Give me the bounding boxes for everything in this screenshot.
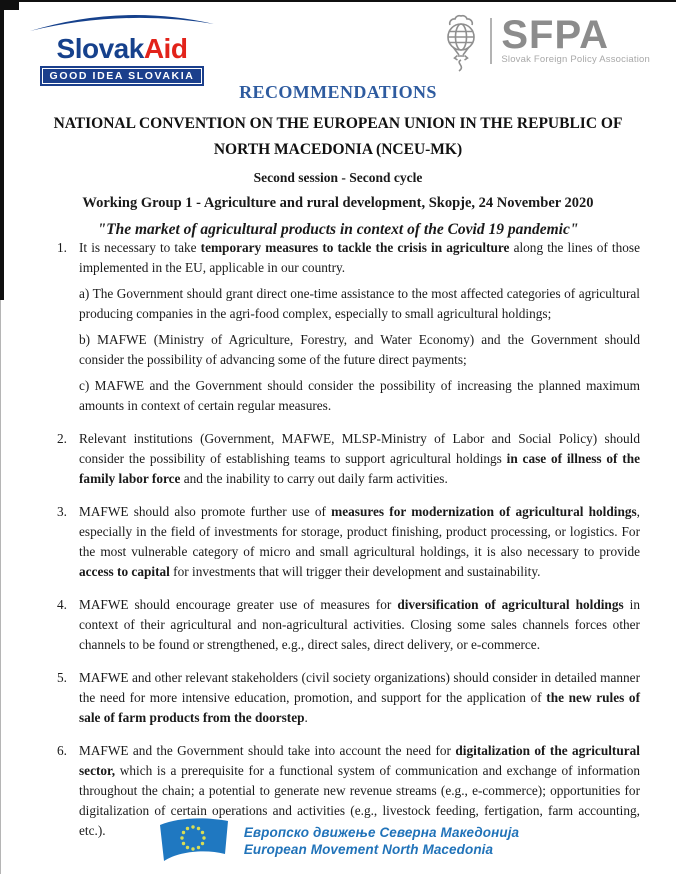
document-headings (0, 82, 676, 239)
sfpa-subtitle: Slovak Foreign Policy Association (501, 54, 650, 65)
list-item-number: 2. (57, 431, 67, 446)
list-item-paragraph: It is necessary to take temporary measures to tackle the crisis in agriculture along the lines of those implemented in the EU, applicable in our country. (79, 240, 640, 275)
list-item-body (79, 668, 640, 734)
list-item (57, 238, 640, 422)
sfpa-text-block (501, 13, 650, 65)
scan-artifact-top-line (0, 0, 676, 2)
list-item (57, 595, 640, 661)
scan-artifact-left-thin-line (0, 300, 1, 874)
list-item-paragraph: b) MAFWE (Ministry of Agriculture, Forestry, and Water Economy) and the Government should consider the possibility of advancing some of the future direct payments; (79, 332, 640, 367)
em-line-en: European Movement North Macedonia (243, 842, 494, 857)
list-item-paragraph: a) The Government should grant direct one-time assistance to the most affected categories of agricultural producing companies in the agri-food complex, especially to small agricultural holdings; (79, 286, 640, 321)
main-title: NATIONAL CONVENTION ON THE EUROPEAN UNION IN THE REPUBLIC OF NORTH MACEDONIA (NCEU-MK) (53, 115, 623, 158)
list-item (57, 502, 640, 588)
list-item-number: 6. (57, 743, 67, 758)
sfpa-logo (441, 8, 650, 72)
recommendations-list (57, 238, 640, 854)
list-item-paragraph: c) MAFWE and the Government should consider the possibility of increasing the planned maximum amounts in context of certain regular measures. (79, 378, 640, 413)
slovakaid-wordmark-slovak: Slovak (56, 33, 144, 64)
list-item (57, 429, 640, 495)
slovakaid-tagline: GOOD IDEA SLOVAKIA (42, 68, 203, 84)
list-item-number: 3. (57, 504, 67, 519)
header (22, 8, 650, 80)
slovakaid-logo (22, 8, 222, 86)
sfpa-divider (490, 18, 492, 64)
working-group-subtitle: Working Group 1 - Agriculture and rural development, Skopje, 24 November 2020 (82, 195, 594, 211)
list-item-number: 5. (57, 670, 67, 685)
slovakaid-wordmark-aid: Aid (143, 33, 188, 64)
sfpa-balloon-globe-icon (441, 10, 481, 72)
session-subtitle: Second session - Second cycle (253, 170, 423, 185)
list-item-paragraph: Relevant institutions (Government, MAFWE, MLSP-Ministry of Labor and Social Policy) should consider the possibility of establishing teams to support agricultural holdings in case of illness of the family labor force and the inability to carry out daily farm activities. (79, 431, 640, 486)
topic-quote: "The market of agricultural products in context of the Covid 19 pandemic" (97, 221, 579, 238)
list-item-body (79, 595, 640, 661)
list-item-body (79, 238, 640, 422)
em-flag-icon (157, 816, 231, 866)
slovakaid-arc-icon (26, 10, 218, 32)
list-item-body (79, 502, 640, 588)
list-item-number: 1. (57, 240, 67, 255)
list-item-body (79, 429, 640, 495)
recommendations-heading: RECOMMENDATIONS (239, 82, 437, 102)
slovakaid-wordmark (22, 35, 222, 63)
em-text-block (244, 824, 519, 858)
list-item-paragraph: MAFWE and the Government should take into account the need for digitalization of the agricultural sector, which is a prerequisite for a functional system of communication and exchange of information throughout the chain; a potential to generate new revenue streams (e.g., e-commerce); opportunities for digitalization of certain operations and activities (e.g., livestock feeding, fertigation, farm accounting, etc.). (79, 743, 640, 838)
list-item-paragraph: MAFWE should also promote further use of measures for modernization of agricultural holdings, especially in the field of investments for storage, product finishing, product processing, or logistics. For the most vulnerable category of micro and small agricultural holdings, it is also necessary to provide access to capital for investments that will trigger their development and sustainability. (79, 504, 640, 579)
footer (0, 816, 676, 866)
list-item (57, 668, 640, 734)
em-line-mk: Европско движење Северна Македонија (243, 825, 520, 840)
list-item-number: 4. (57, 597, 67, 612)
list-item-paragraph: MAFWE should encourage greater use of measures for diversification of agricultural holdings in context of their agricultural and non-agricultural activities. Closing some sales channels forces other channels to be found or strengthened, e.g., direct sales, direct delivery, or e-commerce. (79, 597, 641, 652)
sfpa-acronym: SFPA (501, 13, 610, 57)
list-item-paragraph: MAFWE and other relevant stakeholders (civil society organizations) should consider in detailed manner the need for more intensive education, promotion, and support for the application of the new rules of sale of farm products from the doorstep. (79, 670, 640, 725)
